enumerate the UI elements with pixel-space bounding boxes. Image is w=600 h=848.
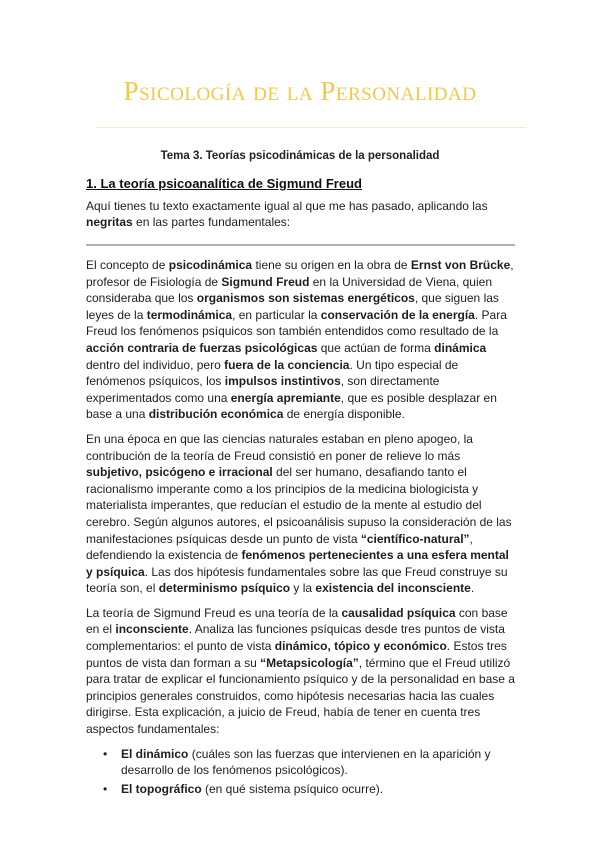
text-run: , profesor de Fisiología de xyxy=(86,258,514,289)
bold-term: determinismo psíquico xyxy=(158,581,291,596)
text-run: . xyxy=(470,581,475,596)
text-run: (cuáles son las fuerzas que intervienen en la aparición y desarrollo de los fenómenos psicológicos). xyxy=(121,746,491,778)
bold-term: fuera de la conciencia xyxy=(224,357,350,372)
bold-term: existencia del inconsciente xyxy=(315,581,471,596)
paragraph-3 xyxy=(86,605,517,738)
horizontal-divider xyxy=(86,244,515,246)
paragraph-2 xyxy=(86,431,517,597)
paragraph-1 xyxy=(86,257,517,423)
bold-term: Sigmund Freud xyxy=(221,274,310,289)
page-title: Psicología de la Personalidad xyxy=(123,76,477,106)
list-item xyxy=(103,781,517,798)
bold-term: El dinámico xyxy=(121,746,189,761)
bold-term: distribución económica xyxy=(148,407,284,422)
text-run: . Para Freud los fenómenos psíquicos son también entendidos como resultado de la xyxy=(86,307,507,339)
text-run: , que siguen las leyes de la xyxy=(86,291,499,322)
text-run: y la xyxy=(290,581,316,596)
text-run: . Analiza las funciones psíquicas desde tres puntos de vista complementarios: el punto de vista xyxy=(86,622,505,654)
text-run: , defendiendo la existencia de xyxy=(86,531,473,563)
text-run: , que es posible desplazar en base a una xyxy=(86,390,497,422)
text-run: , término que el Freud utilizó para tratar de explicar el funcionamiento psíquico y de la personalidad en base a principios generales construidos, como hipótesis necesarias hacia las cuales dirigirse. Esta explicación, a juicio de Freud, había de tener en cuenta tres aspectos fundamentales: xyxy=(86,655,515,737)
bullet-icon: • xyxy=(103,781,108,796)
topic-subtitle: Tema 3. Teorías psicodinámicas de la personalidad xyxy=(160,150,440,162)
bold-term: organismos son sistemas energéticos xyxy=(196,291,415,306)
text-run: de energía disponible. xyxy=(283,407,405,422)
intro-text: Aquí tienes tu texto exactamente igual al que me has pasado, aplicando las xyxy=(86,199,488,213)
body-content xyxy=(86,257,517,799)
text-run: . Las dos hipótesis fundamentales sobre las que Freud construye su teoría son, el xyxy=(86,564,508,596)
intro-paragraph xyxy=(86,198,514,230)
text-run: . Estos tres puntos de vista dan forman a su xyxy=(86,639,507,670)
bold-term: conservación de la energía xyxy=(320,307,475,322)
text-run: . Un tipo especial de fenómenos psíquicos, los xyxy=(86,357,459,389)
list-item xyxy=(103,746,517,779)
text-run: (en qué sistema psíquico ocurre). xyxy=(201,781,384,796)
text-run: La teoría de Sigmund Freud es una teoría de la xyxy=(86,605,342,620)
text-run: dentro del individuo, pero xyxy=(86,357,225,372)
intro-text: en las partes fundamentales: xyxy=(132,215,291,229)
bold-term: dinámico, tópico y económico xyxy=(274,639,447,654)
aspects-list xyxy=(86,746,517,798)
text-run: El concepto de xyxy=(86,258,169,272)
bold-term: fenómenos pertenecientes a una esfera mental y psíquica xyxy=(86,548,509,579)
intro-bold: negritas xyxy=(86,215,133,229)
bold-term: psicodinámica xyxy=(168,258,253,272)
bold-term: “científico-natural” xyxy=(360,531,470,546)
text-run: con base en el xyxy=(86,605,508,637)
text-run: En una época en que las ciencias naturales estaban en pleno apogeo, la contribución de la teoría de Freud consistió en poner de relieve lo más xyxy=(86,431,473,463)
bold-term: causalidad psíquica xyxy=(341,605,456,620)
text-run: , son directamente experimentados como una xyxy=(86,374,440,405)
text-run: tiene su origen en la obra de xyxy=(252,258,411,272)
bullet-icon: • xyxy=(103,746,108,761)
bold-term: energía apremiante xyxy=(230,390,341,405)
section-heading: 1. La teoría psicoanalítica de Sigmund Freud xyxy=(86,176,362,191)
bold-term: “Metapsicología” xyxy=(260,655,359,670)
bold-term: Ernst von Brücke xyxy=(410,258,511,272)
title-underline xyxy=(96,127,526,128)
bold-term: dinámica xyxy=(434,340,487,355)
bold-term: termodinámica xyxy=(146,307,233,322)
bold-term: El topográfico xyxy=(121,781,202,796)
bold-term: inconsciente xyxy=(115,622,189,637)
text-run: que actúan de forma xyxy=(317,340,435,355)
bold-term: acción contraria de fuerzas psicológicas xyxy=(86,340,318,355)
text-run: del ser humano, desafiando tanto el racionalismo imperante como a los principios de la medicina biologicista y materialista imperantes, que reducían el estudio de la mente al estudio del cerebro. Según algunos autores, el psicoanálisis supuso la consideración de las manifestaciones psíquicas desde un punto de vista xyxy=(86,465,512,546)
text-run: , en particular la xyxy=(232,307,321,322)
bold-term: impulsos instintivos xyxy=(224,374,341,389)
text-run: en la Universidad de Viena, quien consideraba que los xyxy=(86,274,492,306)
bold-term: subjetivo, psicógeno e irracional xyxy=(86,465,273,480)
